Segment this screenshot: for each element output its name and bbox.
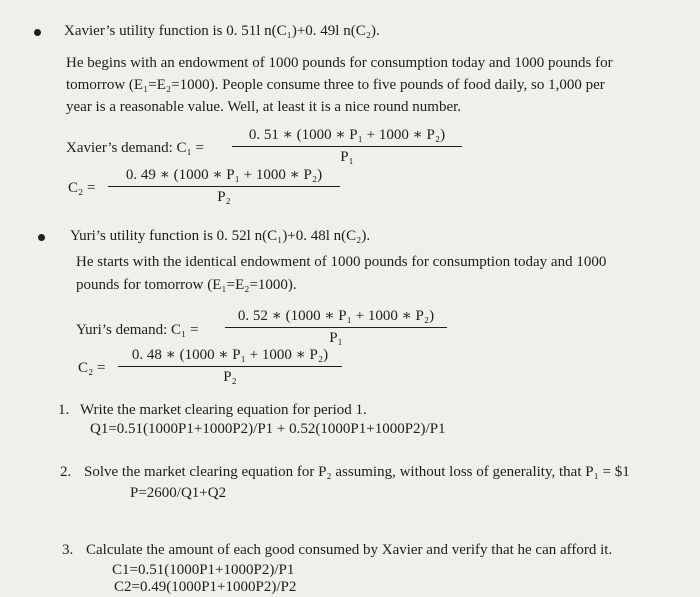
question-3-text: Calculate the amount of each good consumed by Xavier and verify that he can afford it. xyxy=(86,542,613,558)
yuri-paragraph-line-1: He starts with the identical endowment of 1000 pounds for consumption today and 1000 xyxy=(76,254,607,270)
xavier-c2-fraction xyxy=(108,166,340,206)
yuri-c1-denominator: P₁ xyxy=(329,330,343,346)
question-2-text: Solve the market clearing equation for P₂ assuming, without loss of generality, that P₁ = $1 xyxy=(84,464,630,480)
bullet-xavier xyxy=(34,29,41,36)
yuri-c2-numerator: 0. 48 ∗ (1000 ∗ P₁ + 1000 ∗ P₂) xyxy=(131,347,329,363)
question-2-answer: P=2600/Q1+Q2 xyxy=(130,485,227,501)
yuri-c2-label: C₂ = xyxy=(78,360,106,376)
xavier-c2-label: C₂ = xyxy=(68,180,96,196)
question-1-number: 1. xyxy=(58,402,70,418)
yuri-c2-denominator: P₂ xyxy=(223,369,237,385)
question-1-text: Write the market clearing equation for period 1. xyxy=(80,402,367,418)
xavier-paragraph-line-2: tomorrow (E₁=E₂=1000). People consume three to five pounds of food daily, so 1,000 per xyxy=(66,77,605,93)
yuri-c1-fraction xyxy=(225,307,447,347)
xavier-paragraph-line-1: He begins with an endowment of 1000 pounds for consumption today and 1000 pounds for xyxy=(66,55,613,71)
xavier-c1-numerator: 0. 51 ∗ (1000 ∗ P₁ + 1000 ∗ P₂) xyxy=(248,127,446,143)
xavier-demand-label: Xavier’s demand: C₁ = xyxy=(66,140,204,156)
yuri-c1-numerator: 0. 52 ∗ (1000 ∗ P₁ + 1000 ∗ P₂) xyxy=(237,308,435,324)
xavier-c2-denominator: P₂ xyxy=(217,189,231,205)
question-3-answer-2: C2=0.49(1000P1+1000P2)/P2 xyxy=(114,579,297,595)
yuri-paragraph-line-2: pounds for tomorrow (E₁=E₂=1000). xyxy=(76,277,297,293)
xavier-paragraph-line-3: year is a reasonable value. Well, at least it is a nice round number. xyxy=(66,99,462,115)
yuri-demand-label: Yuri’s demand: C₁ = xyxy=(76,322,199,338)
yuri-c2-fraction xyxy=(118,346,342,386)
yuri-utility: Yuri’s utility function is 0. 52l n(C₁)+0. 48l n(C₂). xyxy=(70,228,371,244)
xavier-c1-fraction xyxy=(232,126,462,166)
xavier-c1-denominator: P₁ xyxy=(340,149,354,165)
question-1-answer: Q1=0.51(1000P1+1000P2)/P1 + 0.52(1000P1+1000P2)/P1 xyxy=(90,421,446,437)
xavier-utility: Xavier’s utility function is 0. 51l n(C₁)+0. 49l n(C₂). xyxy=(64,23,380,39)
xavier-c2-numerator: 0. 49 ∗ (1000 ∗ P₁ + 1000 ∗ P₂) xyxy=(125,167,323,183)
question-3-answer-1: C1=0.51(1000P1+1000P2)/P1 xyxy=(112,562,295,578)
bullet-yuri xyxy=(38,234,45,241)
question-2-number: 2. xyxy=(60,464,72,480)
question-3-number: 3. xyxy=(62,542,74,558)
